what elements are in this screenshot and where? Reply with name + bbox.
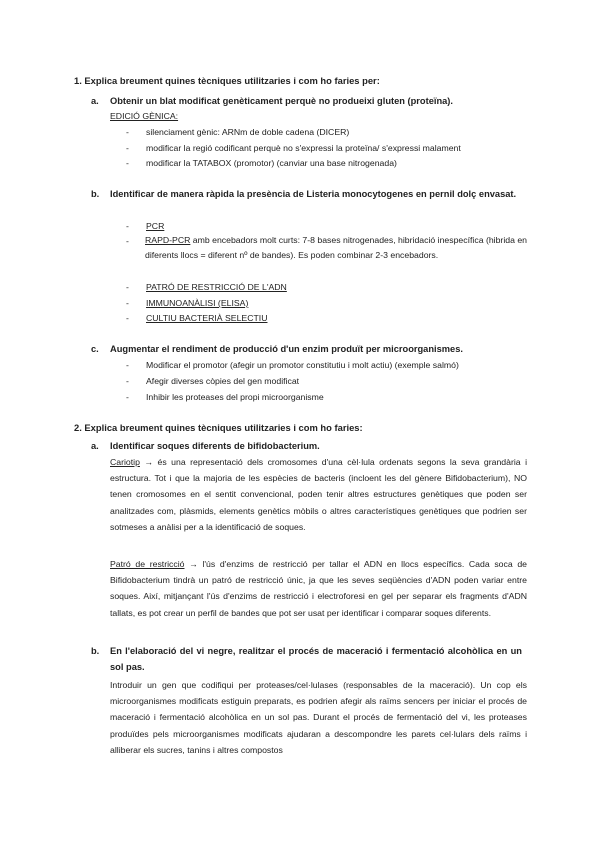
bullet-dash: -	[126, 143, 129, 153]
item-1b-label: b.	[91, 189, 100, 199]
cariotip-paragraph	[110, 454, 527, 535]
edicio-genica-heading: EDICIÓ GÈNICA:	[110, 111, 179, 121]
item-1c-label: c.	[91, 344, 99, 354]
list-item-text: IMMUNOANÀLISI (ELISA)	[146, 298, 249, 308]
patro-restriccio-term: Patró de restricció	[110, 559, 185, 569]
patro-restriccio-paragraph	[110, 556, 527, 621]
item-2a-title: Identificar soques diferents de bifidobacterium.	[110, 441, 320, 451]
list-item-text: silenciament gènic: ARNm de doble cadena (DICER)	[146, 127, 350, 137]
list-item-text: Afegir diverses còpies del gen modificat	[146, 376, 300, 386]
bullet-dash: -	[126, 392, 129, 402]
list-item-text: Modificar el promotor (afegir un promotor constitutiu i molt actiu) (exemple salmó)	[146, 360, 459, 370]
bullet-dash: -	[126, 127, 129, 137]
patro-restriccio-text: → l'ús d'enzims de restricció per tallar el ADN en llocs específics. Cada soca de Bifidobacterium tindrà un patró de restricció únic, ja que les seves seqüències d'ADN poden variar entre soques. Així, mitjançant l'ús d'enzims de restricció i electroforesi en gel per separar els fragments d'ADN tallats, es pot crear un perfil de bandes que pot ser usat per identificar i comparar soques diferents.	[110, 559, 527, 618]
bullet-dash: -	[126, 282, 129, 292]
bullet-dash: -	[126, 298, 129, 308]
vi-negre-paragraph: Introduir un gen que codifiqui per proteases/cel·lulases (responsables de la maceració). Un cop els microorganismes modificats estiguin preparats, es podrien afegir als raïms sencers per iniciar el procés de maceració i fermentació alcohòlica en un sol pas. Durant el procés de fermentació del vi, les proteases produïdes pels microorganismes modificats ajudaran a descompondre les parets cel·lulars dels raïms i alliberar els sucres, tanins i altres compostos	[110, 680, 527, 755]
cariotip-term: Cariotip	[110, 457, 140, 467]
rapd-pcr-text	[145, 233, 527, 263]
bullet-dash: -	[126, 313, 129, 323]
bullet-dash: -	[126, 376, 129, 386]
item-1c-title: Augmentar el rendiment de producció d'un enzim produït per microorganismes.	[110, 344, 463, 354]
list-item-text: modificar la TATABOX (promotor) (canviar una base nitrogenada)	[146, 158, 397, 168]
list-item-text: PCR	[146, 221, 165, 231]
bullet-dash: -	[126, 360, 129, 370]
bullet-dash: -	[126, 221, 129, 231]
list-item-text: CULTIU BACTERIÀ SELECTIU	[146, 313, 268, 323]
list-item-text: PATRÓ DE RESTRICCIÓ DE L'ADN	[146, 282, 287, 292]
bullet-dash: -	[126, 158, 129, 168]
rapd-pcr-desc: amb encebadors molt curts: 7-8 bases nitrogenades, hibridació inespecífica (hibrida en diferents llocs = diferent nº de bandes). Es poden combinar 2-3 encebadors.	[145, 235, 527, 260]
question-1: 1. Explica breument quines tècniques utilitzaries i com ho faries per:	[74, 75, 380, 86]
item-2b-label: b.	[91, 646, 100, 656]
list-item-text: Inhibir les proteases del propi microorganisme	[146, 392, 324, 402]
item-1b-title: Identificar de manera ràpida la presència de Listeria monocytogenes en pernil dolç envasat.	[110, 189, 517, 199]
item-1a-title: Obtenir un blat modificat genèticament perquè no produeixi gluten (proteïna).	[110, 96, 453, 106]
question-2: 2. Explica breument quines tècniques utilitzaries i com ho faries:	[74, 422, 363, 433]
bullet-dash: -	[126, 236, 129, 246]
item-2b-title: En l'elaboració del vi negre, realitzar el procés de maceració i fermentació alcohòlica en un sol pas.	[110, 646, 522, 673]
item-2a-label: a.	[91, 441, 99, 451]
item-1a-label: a.	[91, 96, 99, 106]
cariotip-text: → és una representació dels cromosomes d'una cèl·lula ordenats segons la seva grandària i estructura. Tot i que la majoria de les espècies de bacteris (incloent les del gènere Bifidobacterium), NO tenen cromosomes en el sentit convencional, poden tenir altres estructures genètiques que poden ser analitzades com, plàsmids, elements genètics mòbils o altres característiques genètiques que podrien ser sotmeses a anàlisi per a la identificació de soques.	[110, 457, 527, 532]
rapd-pcr-term: RAPD-PCR	[145, 235, 191, 245]
list-item-text: modificar la regió codificant perquè no s'expressi la proteïna/ s'expressi malament	[146, 143, 461, 153]
